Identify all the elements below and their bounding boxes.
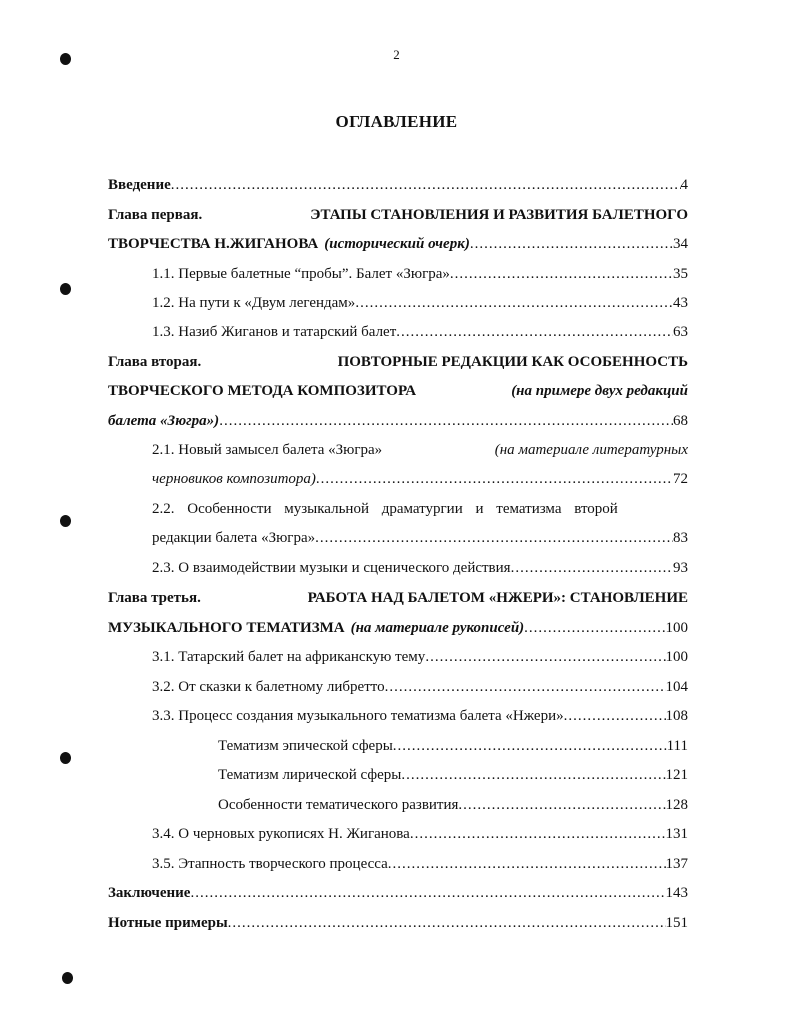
toc-label: 1.3. Назиб Жиганов и татарский балет: [152, 324, 397, 340]
page-title: ОГЛАВЛЕНИЕ: [335, 112, 458, 131]
toc-entry-3-2[interactable]: [152, 676, 688, 698]
toc-leader: [316, 468, 673, 490]
toc-label: 2.3. О взаимодействии музыки и сценического действия: [152, 560, 511, 576]
toc-leader: [190, 882, 665, 904]
toc-chapter-2-line3[interactable]: [108, 410, 688, 432]
toc-leader: [396, 321, 673, 343]
toc-leader: [219, 410, 673, 432]
chapter-title: ПОВТОРНЫЕ РЕДАКЦИИ КАК ОСОБЕННОСТЬ: [337, 354, 688, 370]
toc-page: 137: [665, 856, 688, 872]
toc-label: Тематизм лирической сферы: [218, 767, 402, 783]
toc-entry-3-3-b[interactable]: [218, 764, 688, 786]
toc-entry-2-3[interactable]: [152, 557, 688, 579]
chapter-title-cont: ТВОРЧЕСТВА Н.ЖИГАНОВА: [108, 236, 319, 252]
toc-page: 108: [665, 708, 688, 724]
toc-chapter-3-heading[interactable]: [108, 587, 688, 609]
toc-page: 100: [665, 649, 688, 665]
toc-entry-3-1[interactable]: [152, 646, 688, 668]
toc-entry-music-examples[interactable]: [108, 912, 688, 934]
toc-label: 1.1. Первые балетные “пробы”. Балет «Зюгра»: [152, 266, 450, 282]
chapter-title: ЭТАПЫ СТАНОВЛЕНИЯ И РАЗВИТИЯ БАЛЕТНОГО: [310, 207, 688, 223]
toc-entry-3-3-c[interactable]: [218, 794, 688, 816]
toc-page: 83: [673, 530, 688, 546]
chapter-note-cont: балета «Зюгра»): [108, 413, 220, 429]
toc-entry-2-1[interactable]: [152, 439, 688, 461]
toc-page: 151: [665, 915, 688, 931]
toc-label: Тематизм эпической сферы: [218, 738, 393, 754]
toc-note: (на материале литературных: [494, 442, 688, 458]
toc-page: 93: [673, 560, 688, 576]
toc-page: 104: [665, 679, 688, 695]
toc-chapter-3-line2[interactable]: [108, 617, 688, 639]
toc-label: Заключение: [108, 885, 191, 901]
chapter-title-cont: ТВОРЧЕСКОГО МЕТОДА КОМПОЗИТОРА: [108, 383, 417, 399]
toc-label: 2.1. Новый замысел балета «Зюгра»: [152, 442, 383, 458]
toc-page: 68: [673, 413, 688, 429]
toc-label: 3.5. Этапность творческого процесса: [152, 856, 388, 872]
toc-entry-intro[interactable]: [108, 174, 688, 196]
toc-leader: [171, 174, 681, 196]
toc-page: 34: [673, 236, 688, 252]
chapter-prefix: Глава вторая.: [108, 354, 202, 370]
toc-page: 121: [665, 767, 688, 783]
chapter-title-cont: МУЗЫКАЛЬНОГО ТЕМАТИЗМА: [108, 620, 345, 636]
toc-label: 2.2. Особенности музыкальной драматургии и тематизма второй: [152, 501, 618, 517]
toc-entry-1-2[interactable]: [152, 292, 688, 314]
toc-label: 3.3. Процесс создания музыкального тематизма балета «Нжери»: [152, 708, 564, 724]
toc-chapter-2-line2[interactable]: [108, 380, 688, 402]
toc-entry-2-2-cont[interactable]: [152, 527, 688, 549]
toc-label: Особенности тематического развития: [218, 797, 459, 813]
toc-label: 3.1. Татарский балет на африканскую тему: [152, 649, 426, 665]
toc-note-cont: черновиков композитора): [152, 471, 316, 487]
toc-entry-3-4[interactable]: [152, 823, 688, 845]
toc-label: 1.2. На пути к «Двум легендам»: [152, 295, 356, 311]
toc-label-cont: редакции балета «Зюгра»: [152, 530, 316, 546]
toc-entry-2-2[interactable]: [152, 498, 688, 520]
page-number: 2: [393, 47, 400, 62]
toc-page: 63: [673, 324, 688, 340]
toc-leader: [228, 912, 666, 934]
toc-leader: [385, 676, 666, 698]
toc-page: 143: [665, 885, 688, 901]
toc-entry-1-1[interactable]: [152, 263, 688, 285]
chapter-note: (исторический очерк): [324, 236, 470, 252]
toc-page: 72: [673, 471, 688, 487]
toc-entry-conclusion[interactable]: [108, 882, 688, 904]
toc-label: 3.2. От сказки к балетному либретто: [152, 679, 385, 695]
toc-page: 100: [665, 620, 688, 636]
toc-entry-3-3-a[interactable]: [218, 735, 688, 757]
toc-leader: [388, 853, 666, 875]
toc-leader: [425, 646, 665, 668]
toc-label: Введение: [108, 177, 171, 193]
toc-page: 43: [673, 295, 688, 311]
chapter-title: РАБОТА НАД БАЛЕТОМ «НЖЕРИ»: СТАНОВЛЕНИЕ: [307, 590, 688, 606]
toc-page: 131: [665, 826, 688, 842]
toc-leader: [393, 735, 667, 757]
toc-entry-2-1-cont[interactable]: [152, 468, 688, 490]
toc-leader: [401, 764, 665, 786]
chapter-prefix: Глава первая.: [108, 207, 203, 223]
toc-leader: [410, 823, 666, 845]
toc-page: 35: [673, 266, 688, 282]
toc-leader: [315, 527, 673, 549]
toc-leader: [470, 233, 673, 255]
chapter-prefix: Глава третья.: [108, 590, 201, 606]
chapter-note: (на примере двух редакций: [511, 383, 688, 399]
toc-leader: [511, 557, 673, 579]
toc-leader: [564, 705, 666, 727]
toc-chapter-1-heading[interactable]: [108, 204, 688, 226]
toc-entry-1-3[interactable]: [152, 321, 688, 343]
toc-chapter-1-line2[interactable]: [108, 233, 688, 255]
toc-page: 111: [666, 738, 688, 754]
chapter-note: (на материале рукописей): [350, 620, 525, 636]
toc-page: 4: [680, 177, 688, 193]
toc-leader: [458, 794, 665, 816]
toc-leader: [450, 263, 673, 285]
toc-chapter-2-heading[interactable]: [108, 351, 688, 373]
toc-label: 3.4. О черновых рукописях Н. Жиганова: [152, 826, 410, 842]
toc-page: 128: [665, 797, 688, 813]
toc-leader: [524, 617, 665, 639]
toc-entry-3-5[interactable]: [152, 853, 688, 875]
toc-label: Нотные примеры: [108, 915, 228, 931]
toc-entry-3-3[interactable]: [152, 705, 688, 727]
toc-leader: [355, 292, 673, 314]
